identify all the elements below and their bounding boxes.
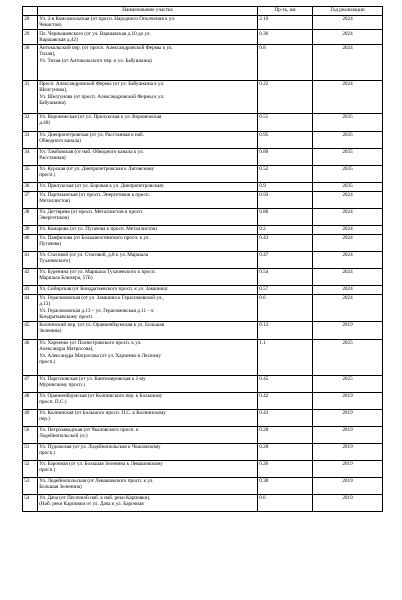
section-name (38, 234, 258, 251)
section-name (38, 392, 258, 409)
section-name-line: Ул. Панфилова (от Большеохтинского просп. к ул. (39, 234, 150, 241)
section-name (38, 15, 258, 29)
section-name (38, 191, 258, 208)
implementation-year: 2024 (313, 191, 383, 208)
section-name-line: Бабушкина) (39, 99, 66, 106)
section-name (38, 225, 258, 234)
section-name-line: Ул. Курская (от ул. Днепропетровская к Лиговскому (39, 165, 155, 172)
section-name-line: (Наб. реки Карповки от ул. Дача к ул. Барочная (39, 501, 144, 508)
table-row (23, 80, 383, 113)
section-name-line: Колпинский пер. (от ул. Ораниенбаумская к ул. Большая (39, 321, 165, 328)
row-number: 52 (23, 460, 38, 477)
table-row (23, 494, 383, 511)
implementation-year: 2024 (313, 225, 383, 234)
table-row (23, 165, 383, 182)
row-number: 36 (23, 182, 38, 191)
header-year: Год реализации (313, 7, 383, 16)
implementation-year: 2035 (313, 182, 383, 191)
implementation-year: 2035 (313, 165, 383, 182)
row-number: 46 (23, 339, 38, 375)
row-number: 28 (23, 15, 38, 29)
section-name-line: д.13) (39, 301, 51, 308)
section-name (38, 251, 258, 268)
section-length: 0.86 (258, 208, 313, 225)
section-name-line: Ул. Днепропетровская (от ул. Расстанная к наб. (39, 131, 144, 138)
section-name-line: Ул. Прилукская (от ул. Боровая к ул. Днепропетровская) (39, 182, 164, 189)
implementation-year: 2019 (313, 494, 383, 511)
section-name-line: Ул. 2-я Комсомольская (от просп. Народного Ополчения к ул. (39, 16, 176, 23)
section-name-line: Ул. Ораниенбаумская (от Колпинского пер. к Большому (39, 392, 163, 399)
section-name (38, 113, 258, 131)
row-number: 35 (23, 165, 38, 182)
section-name-line: Ул. Сибирская (от Кондратьевского просп. к ул. Замшина) (39, 285, 168, 292)
implementation-year: 2024 (313, 208, 383, 225)
row-number: 34 (23, 148, 38, 165)
table-row (23, 44, 383, 80)
section-name-line: просп.) (39, 172, 56, 179)
section-name-line: Тухачевского) (39, 258, 71, 265)
section-length: 0.38 (258, 477, 313, 494)
section-name-line: Ул. Александра Матросова (от ул. Харченко к Лесному (39, 352, 161, 359)
section-name (38, 148, 258, 165)
section-name-line: Ул. Тихая (от Антокольского пер. к ул. Бабушкина) (39, 57, 152, 64)
section-length: 1.1 (258, 339, 313, 375)
section-length: 0.36 (258, 30, 313, 44)
table-row (23, 182, 383, 191)
section-name (38, 443, 258, 460)
row-number: 33 (23, 131, 38, 148)
section-length: 0.9 (258, 182, 313, 191)
section-name (38, 165, 258, 182)
section-name-line: Ул. Колпинская (от Большого просп. П.С. к Колпинскому (39, 409, 166, 416)
header-length: Пр-ть, км (258, 7, 313, 16)
section-length: 0.13 (258, 321, 313, 339)
section-length: 0.57 (258, 285, 313, 294)
section-length: 0.2 (258, 225, 313, 234)
implementation-year: 2035 (313, 113, 383, 131)
section-name (38, 321, 258, 339)
row-number: 48 (23, 392, 38, 409)
row-number: 39 (23, 225, 38, 234)
table-row (23, 339, 383, 375)
section-name-line: Расстанная) (39, 155, 66, 162)
section-length: 0.28 (258, 426, 313, 443)
section-name (38, 339, 258, 375)
section-name-line: Ул. Лодейнопольская (от Левашовского просп. к ул. (39, 477, 154, 484)
row-number: 51 (23, 443, 38, 460)
section-length: 0.54 (258, 268, 313, 285)
row-number: 47 (23, 375, 38, 392)
section-length: 0.43 (258, 234, 313, 251)
row-number: 29 (23, 30, 38, 44)
section-name-line: Ул. Шелгунова (от просп. Александровской Фермы к ул. (39, 93, 165, 100)
section-length: 0.28 (258, 443, 313, 460)
section-name (38, 268, 258, 285)
row-number: 42 (23, 268, 38, 285)
section-name (38, 477, 258, 494)
section-length: 0.47 (258, 251, 313, 268)
row-number: 44 (23, 294, 38, 321)
section-length: 0.89 (258, 148, 313, 165)
section-length: 0.52 (258, 165, 313, 182)
section-name-line: Кондратьевскому просп. (39, 313, 94, 320)
table-row (23, 208, 383, 225)
section-name-line: просп.) (39, 450, 56, 457)
section-length: 2.19 (258, 15, 313, 29)
section-length: 0.22 (258, 80, 313, 113)
table-body (23, 15, 383, 511)
section-name-line: Ул. Харченко (от Полюстровского просп. к ул. (39, 339, 142, 346)
section-name-line: Варшавская д.42) (39, 36, 78, 43)
table-row (23, 30, 383, 44)
implementation-year: 2035 (313, 131, 383, 148)
row-number: 41 (23, 251, 38, 268)
row-number: 40 (23, 234, 38, 251)
section-name-line: Ул. Дегтярева (от просп. Металлистов к просп. (39, 208, 144, 215)
row-number: 37 (23, 191, 38, 208)
table-row (23, 426, 383, 443)
implementation-year: 2025 (313, 339, 383, 375)
road-sections-table (22, 6, 383, 512)
section-name-line: Шелгунова), (39, 87, 68, 94)
table-row (23, 321, 383, 339)
document-page (22, 6, 382, 512)
table-row (23, 191, 383, 208)
implementation-year: 2024 (313, 44, 383, 80)
table-row (23, 294, 383, 321)
section-name-line: д.40) (39, 120, 51, 127)
implementation-year: 2019 (313, 392, 383, 409)
row-number: 53 (23, 477, 38, 494)
section-name-line: Ул. Барочная (от ул. Большая Зеленина к Левашовскому (39, 460, 163, 467)
table-row (23, 477, 383, 494)
table-header-row (23, 7, 383, 16)
section-name-line: Ул. Петрозаводская (от Чкаловского просп. к (39, 426, 139, 433)
section-name-line: Большая Зеленина) (39, 484, 82, 491)
implementation-year: 2024 (313, 80, 383, 113)
section-name-line: Обводного канала) (39, 138, 81, 145)
section-name-line: Зеленина) (39, 328, 62, 335)
section-length: 0.93 (258, 191, 313, 208)
table-row (23, 268, 383, 285)
section-name-line: Металлистов) (39, 198, 70, 205)
table-row (23, 131, 383, 148)
implementation-year: 2024 (313, 285, 383, 294)
section-name-line: Ул. Воронежская (от ул. Прилукская к ул. Воронежская (39, 113, 162, 120)
section-name (38, 80, 258, 113)
section-name (38, 426, 258, 443)
section-name (38, 208, 258, 225)
row-number: 31 (23, 80, 38, 113)
row-number: 38 (23, 208, 38, 225)
table-row (23, 113, 383, 131)
row-number: 43 (23, 285, 38, 294)
section-length: 0.95 (258, 131, 313, 148)
section-name-line: Муринскому просп.) (39, 382, 85, 389)
section-name-line: Ул. Герасимовская д.13 – ул. Герасимовская д.11 – к (39, 307, 154, 314)
table-row (23, 375, 383, 392)
section-name-line: просп.) (39, 467, 56, 474)
implementation-year: 2024 (313, 268, 383, 285)
section-name (38, 409, 258, 426)
section-name (38, 375, 258, 392)
section-name-line: Ул. Буренина (от ул. Маршала Тухачевского к просп. (39, 268, 156, 275)
section-name-line: Лодейнопольской ул.) (39, 433, 88, 440)
section-name-line: Тихая), (39, 51, 56, 58)
table-row (23, 392, 383, 409)
table-row (23, 234, 383, 251)
row-number: 54 (23, 494, 38, 511)
section-name (38, 30, 258, 44)
section-length: 0.43 (258, 409, 313, 426)
section-name-line: Просп. Александровской Фермы (от ул. Бабушкина к ул. (39, 80, 165, 87)
section-length: 0.42 (258, 392, 313, 409)
row-number: 49 (23, 409, 38, 426)
section-name-line: Александра Матросова), (39, 346, 94, 353)
row-number: 50 (23, 426, 38, 443)
implementation-year: 2024 (313, 15, 383, 29)
implementation-year: 2024 (313, 234, 383, 251)
section-name-line: Энергетиков) (39, 215, 69, 222)
section-length: 0.6 (258, 494, 313, 511)
section-name (38, 182, 258, 191)
section-name-line: Пугачева) (39, 241, 62, 248)
implementation-year: 2024 (313, 251, 383, 268)
section-name (38, 494, 258, 511)
table-row (23, 409, 383, 426)
implementation-year: 2019 (313, 426, 383, 443)
section-name (38, 460, 258, 477)
section-name-line: пер.) (39, 416, 50, 423)
section-name (38, 44, 258, 80)
implementation-year: 2024 (313, 294, 383, 321)
table-row (23, 225, 383, 234)
section-name-line: Ул. Комарова (от ул. Пугачева к просп. Металлистов) (39, 225, 158, 232)
implementation-year: 2025 (313, 375, 383, 392)
implementation-year: 2035 (313, 148, 383, 165)
table-row (23, 285, 383, 294)
section-name-line: Чекистов) (39, 22, 62, 29)
row-number: 32 (23, 113, 38, 131)
header-number (23, 7, 38, 16)
table-row (23, 443, 383, 460)
section-name-line: просп. П.С.) (39, 399, 67, 406)
section-name-line: Антокольский пер. (от просп. Александровской Фермы к ул. (39, 44, 173, 51)
table-row (23, 148, 383, 165)
implementation-year: 2019 (313, 443, 383, 460)
implementation-year: 2019 (313, 460, 383, 477)
section-name-line: просп.) (39, 358, 56, 365)
section-length: 0.45 (258, 375, 313, 392)
table-row (23, 460, 383, 477)
section-name-line: Пл. Чернышевского (от ул. Варшавская д.10 до ул. (39, 30, 151, 37)
section-name-line: Ул. Дача (от Песочной наб. к наб. реки Карповки), (39, 494, 151, 501)
section-name (38, 131, 258, 148)
section-name-line: Ул. Парголовская (от ул. Кантемировская к 1-му (39, 375, 146, 382)
table-row (23, 15, 383, 29)
section-length: 0.6 (258, 294, 313, 321)
table-row (23, 251, 383, 268)
section-name-line: Ул. Стасовой (от ул. Стасовой, д.8 к ул. Маршала (39, 251, 149, 258)
row-number: 30 (23, 44, 38, 80)
implementation-year: 2019 (313, 409, 383, 426)
section-name (38, 294, 258, 321)
header-section-name: Наименование участка (38, 7, 258, 16)
row-number: 45 (23, 321, 38, 339)
section-name-line: Ул. Герасимовская (от ул. Замшина к Герасимовской ул., (39, 294, 164, 301)
section-length: 0.51 (258, 113, 313, 131)
implementation-year: 2019 (313, 477, 383, 494)
section-name-line: Ул. Пудожская (от ул. Лодейнопольская к Чкаловскому (39, 443, 161, 450)
section-length: 0.26 (258, 460, 313, 477)
section-name-line: Ул. Тамбовская (от наб. Обводного канала к ул. (39, 148, 144, 155)
section-name-line: Ул. Партизанская (от просп. Энергетиков к просп. (39, 191, 150, 198)
implementation-year: 2019 (313, 321, 383, 339)
section-name (38, 285, 258, 294)
implementation-year: 2024 (313, 30, 383, 44)
section-length: 0.8 (258, 44, 313, 80)
section-name-line: Маршала Блюхера, 57Б) (39, 275, 93, 282)
